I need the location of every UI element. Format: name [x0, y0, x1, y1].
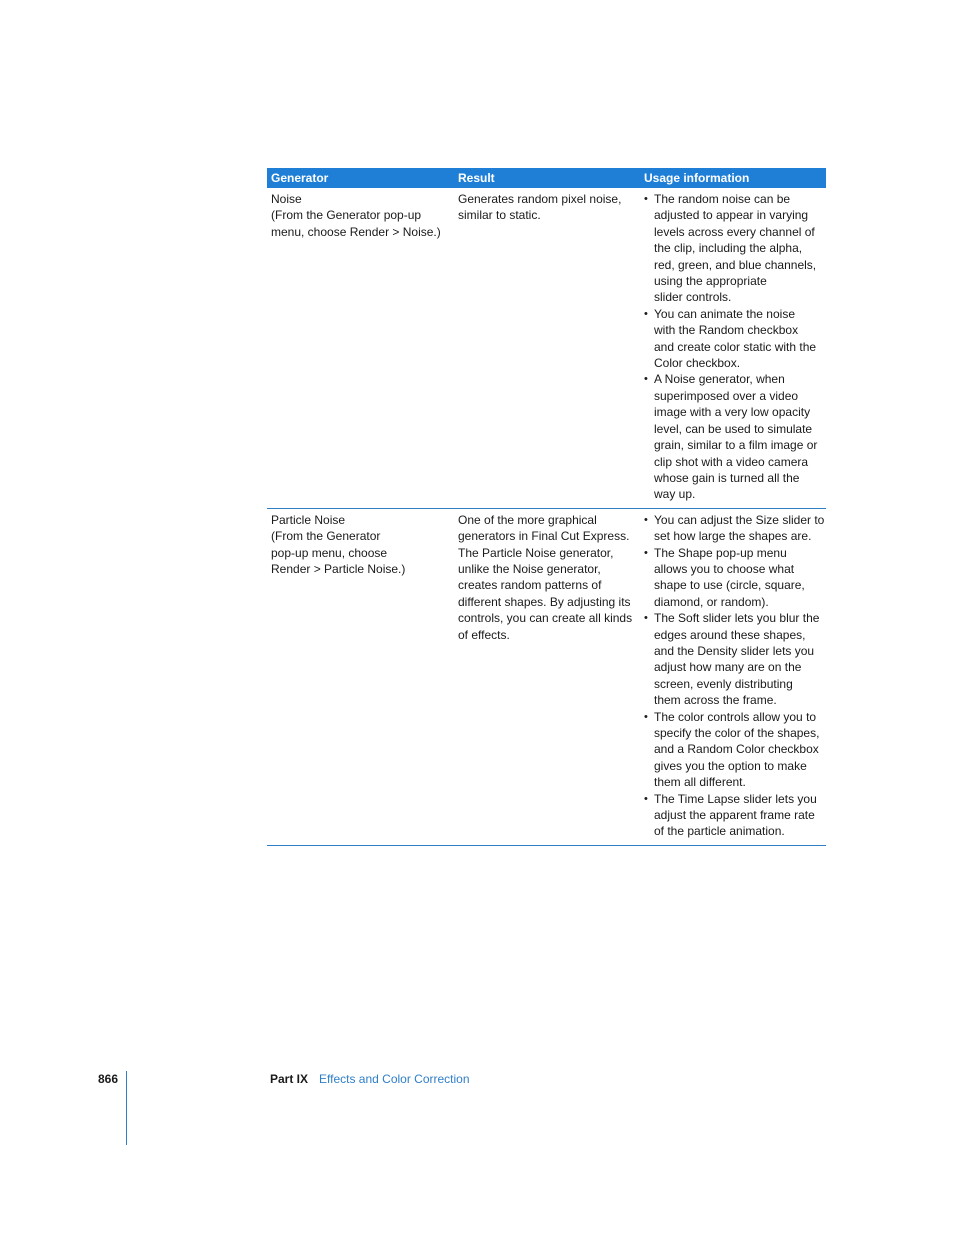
- usage-cell: [640, 508, 826, 845]
- text-line: slider controls.: [654, 290, 732, 305]
- text-line: Generates random pixel noise,: [458, 192, 622, 206]
- table-row: [267, 508, 826, 845]
- footer-part-label: Part IX: [270, 1072, 309, 1086]
- text-line: adjusted to appear in varying: [654, 208, 809, 223]
- footer-section-title: Effects and Color Correction: [319, 1072, 470, 1086]
- text-line: image with a very low opacity: [654, 405, 811, 420]
- header-generator: Generator: [267, 168, 454, 188]
- result-cell: [454, 188, 640, 508]
- text-line: unlike the Noise generator,: [458, 561, 601, 576]
- header-usage-information: Usage information: [640, 168, 826, 188]
- text-line: Noise: [271, 192, 302, 206]
- text-line: adjust the apparent frame rate: [654, 808, 815, 823]
- text-line: shape to use (circle, square,: [654, 578, 805, 593]
- generator-table: [267, 168, 826, 846]
- text-line: them all different.: [654, 775, 746, 790]
- text-line: superimposed over a video: [654, 388, 799, 403]
- text-line: • The color controls allow you to: [654, 709, 817, 724]
- text-line: clip shot with a video camera: [654, 454, 809, 469]
- text-line: level, can be used to simulate: [654, 421, 813, 436]
- text-line: screen, evenly distributing: [654, 676, 793, 691]
- bullet-item: [644, 306, 822, 372]
- text-line: edges around these shapes,: [654, 627, 806, 642]
- text-line: • You can adjust the Size slider to: [654, 512, 825, 527]
- text-line: levels across every channel of: [654, 224, 815, 239]
- text-line: and the Density slider lets you: [654, 643, 815, 658]
- text-line: diamond, or random).: [654, 594, 769, 609]
- text-line: of the particle animation.: [654, 824, 785, 839]
- text-line: The Particle Noise generator,: [458, 545, 614, 560]
- bullet-item: [644, 791, 822, 840]
- usage-cell: [640, 188, 826, 508]
- table-row: [267, 188, 826, 508]
- text-line: using the appropriate: [654, 274, 767, 289]
- text-line: similar to static.: [458, 208, 541, 223]
- text-line: different shapes. By adjusting its: [458, 594, 631, 609]
- bullet-item: [644, 371, 822, 502]
- generator-cell: [267, 188, 454, 508]
- text-line: and create color static with the: [654, 339, 817, 354]
- bullet-item: [644, 610, 822, 708]
- text-line: them across the frame.: [654, 693, 777, 708]
- text-line: with the Random checkbox: [654, 323, 799, 338]
- text-line: and a Random Color checkbox: [654, 742, 819, 757]
- text-line: Render > Particle Noise.): [271, 561, 406, 576]
- bullet-item: [644, 545, 822, 611]
- text-line: • You can animate the noise: [654, 306, 795, 321]
- bullet-list: [644, 512, 825, 840]
- text-line: red, green, and blue channels,: [654, 257, 817, 272]
- text-line: • The Shape pop-up menu: [654, 545, 787, 560]
- text-line: creates random patterns of: [458, 578, 602, 593]
- text-line: set how large the shapes are.: [654, 529, 812, 544]
- bullet-list: [644, 191, 822, 503]
- bullet-item: [644, 709, 822, 791]
- bullet-item: [644, 191, 822, 306]
- text-line: gives you the option to make: [654, 758, 807, 773]
- result-cell: [454, 508, 640, 845]
- text-line: whose gain is turned all the: [654, 470, 800, 485]
- text-line: of effects.: [458, 627, 510, 642]
- text-line: One of the more graphical: [458, 512, 597, 527]
- text-line: (From the Generator: [271, 529, 381, 544]
- text-line: Color checkbox.: [654, 356, 741, 371]
- text-line: way up.: [654, 487, 696, 502]
- footer-divider: [126, 1071, 127, 1145]
- text-line: the clip, including the alpha,: [654, 241, 803, 256]
- text-line: • The Soft slider lets you blur the: [654, 611, 820, 626]
- text-line: allows you to choose what: [654, 561, 795, 576]
- text-line: specify the color of the shapes,: [654, 726, 820, 740]
- text-line: • The random noise can be: [654, 192, 791, 206]
- header-result: Result: [454, 168, 640, 188]
- text-line: generators in Final Cut Express.: [458, 529, 630, 544]
- table-header: [267, 168, 826, 188]
- text-line: Particle Noise: [271, 512, 346, 527]
- text-line: (From the Generator pop-up: [271, 208, 422, 223]
- text-line: pop-up menu, choose: [271, 545, 388, 560]
- text-line: adjust how many are on the: [654, 660, 802, 675]
- generator-cell: [267, 508, 454, 845]
- text-line: controls, you can create all kinds: [458, 611, 633, 626]
- bullet-item: [644, 512, 825, 545]
- text-line: • The Time Lapse slider lets you: [654, 791, 817, 806]
- text-line: menu, choose Render > Noise.): [271, 224, 441, 239]
- page-number: 866: [98, 1072, 119, 1086]
- text-line: grain, similar to a film image or: [654, 438, 818, 453]
- text-line: • A Noise generator, when: [654, 372, 785, 387]
